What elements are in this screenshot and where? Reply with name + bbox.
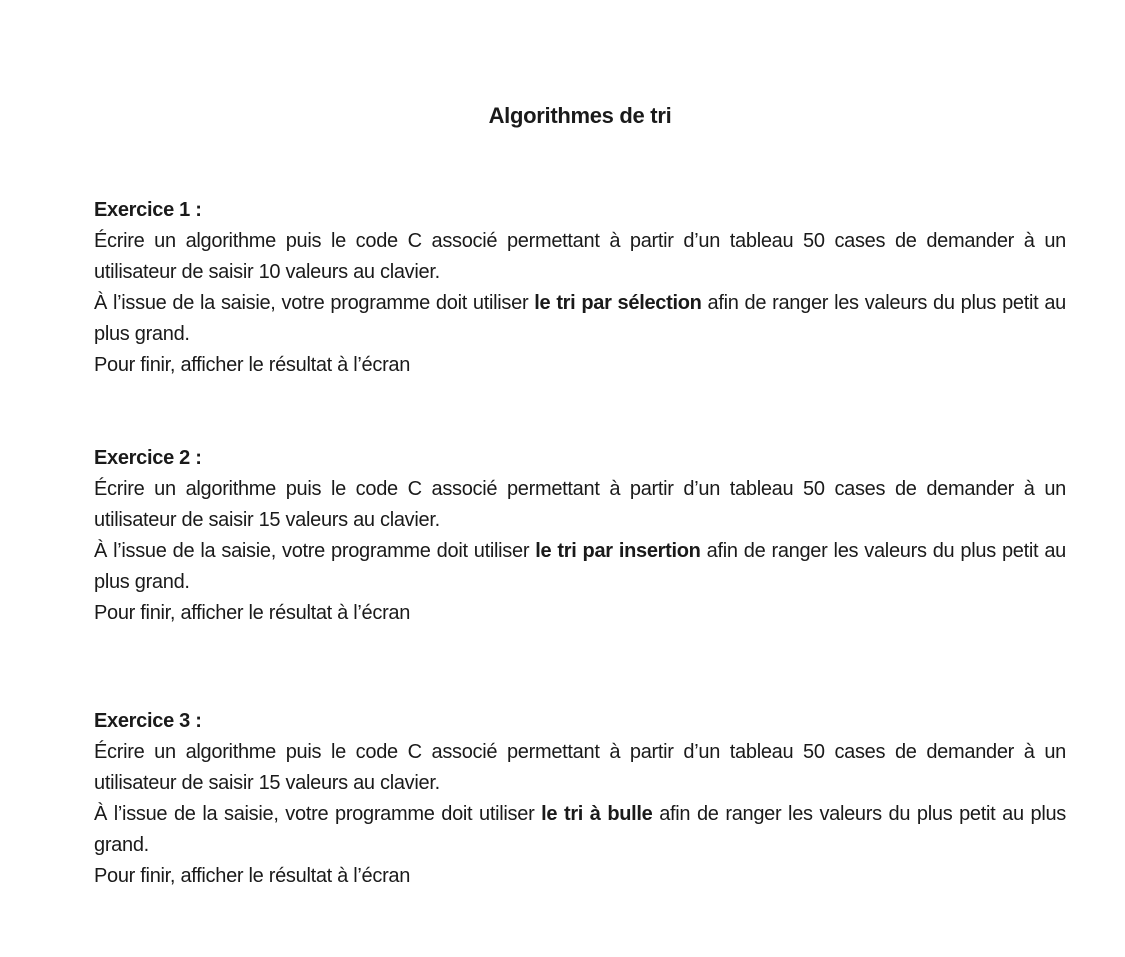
document-title: Algorithmes de tri xyxy=(488,103,672,128)
exercise-2-sort-prefix: À l’issue de la saisie, votre programme doit utiliser xyxy=(94,540,536,562)
exercise-3-sort-suffix: afin de ranger les valeurs du plus petit au plus grand. xyxy=(94,803,1066,856)
exercise-3-sort-prefix: À l’issue de la saisie, votre programme doit utiliser xyxy=(94,803,542,825)
exercise-1 xyxy=(94,195,1066,381)
exercise-1-intro: Écrire un algorithme puis le code C associé permettant à partir d’un tableau 50 cases de demander à un utilisateur de saisir 10 valeurs au clavier. xyxy=(94,230,1066,283)
exercise-2-sort-sentence xyxy=(94,536,1066,598)
exercise-1-sort-suffix: afin de ranger les valeurs du plus petit au plus grand. xyxy=(94,292,1066,345)
exercise-1-final-line: Pour finir, afficher le résultat à l’écran xyxy=(94,354,411,376)
exercise-3-intro: Écrire un algorithme puis le code C associé permettant à partir d’un tableau 50 cases de demander à un utilisateur de saisir 15 valeurs au clavier. xyxy=(94,741,1066,794)
exercise-3 xyxy=(94,706,1066,892)
exercise-1-sort-prefix: À l’issue de la saisie, votre programme doit utiliser xyxy=(94,292,535,314)
exercise-3-heading: Exercice 3 : xyxy=(94,710,202,732)
exercise-2-sort-method: le tri par insertion xyxy=(535,540,701,562)
exercise-2-final-line: Pour finir, afficher le résultat à l’écran xyxy=(94,602,411,624)
exercise-3-sort-method: le tri à bulle xyxy=(541,803,653,825)
exercise-1-heading: Exercice 1 : xyxy=(94,199,202,221)
exercise-2 xyxy=(94,443,1066,629)
exercise-3-sort-sentence xyxy=(94,799,1066,861)
exercise-2-intro: Écrire un algorithme puis le code C associé permettant à partir d’un tableau 50 cases de demander à un utilisateur de saisir 15 valeurs au clavier. xyxy=(94,478,1066,531)
exercise-2-sort-suffix: afin de ranger les valeurs du plus petit au plus grand. xyxy=(94,540,1066,593)
exercise-1-sort-method: le tri par sélection xyxy=(534,292,702,314)
exercise-1-sort-sentence xyxy=(94,288,1066,350)
exercise-3-final-line: Pour finir, afficher le résultat à l’écran xyxy=(94,865,411,887)
exercise-2-heading: Exercice 2 : xyxy=(94,447,202,469)
